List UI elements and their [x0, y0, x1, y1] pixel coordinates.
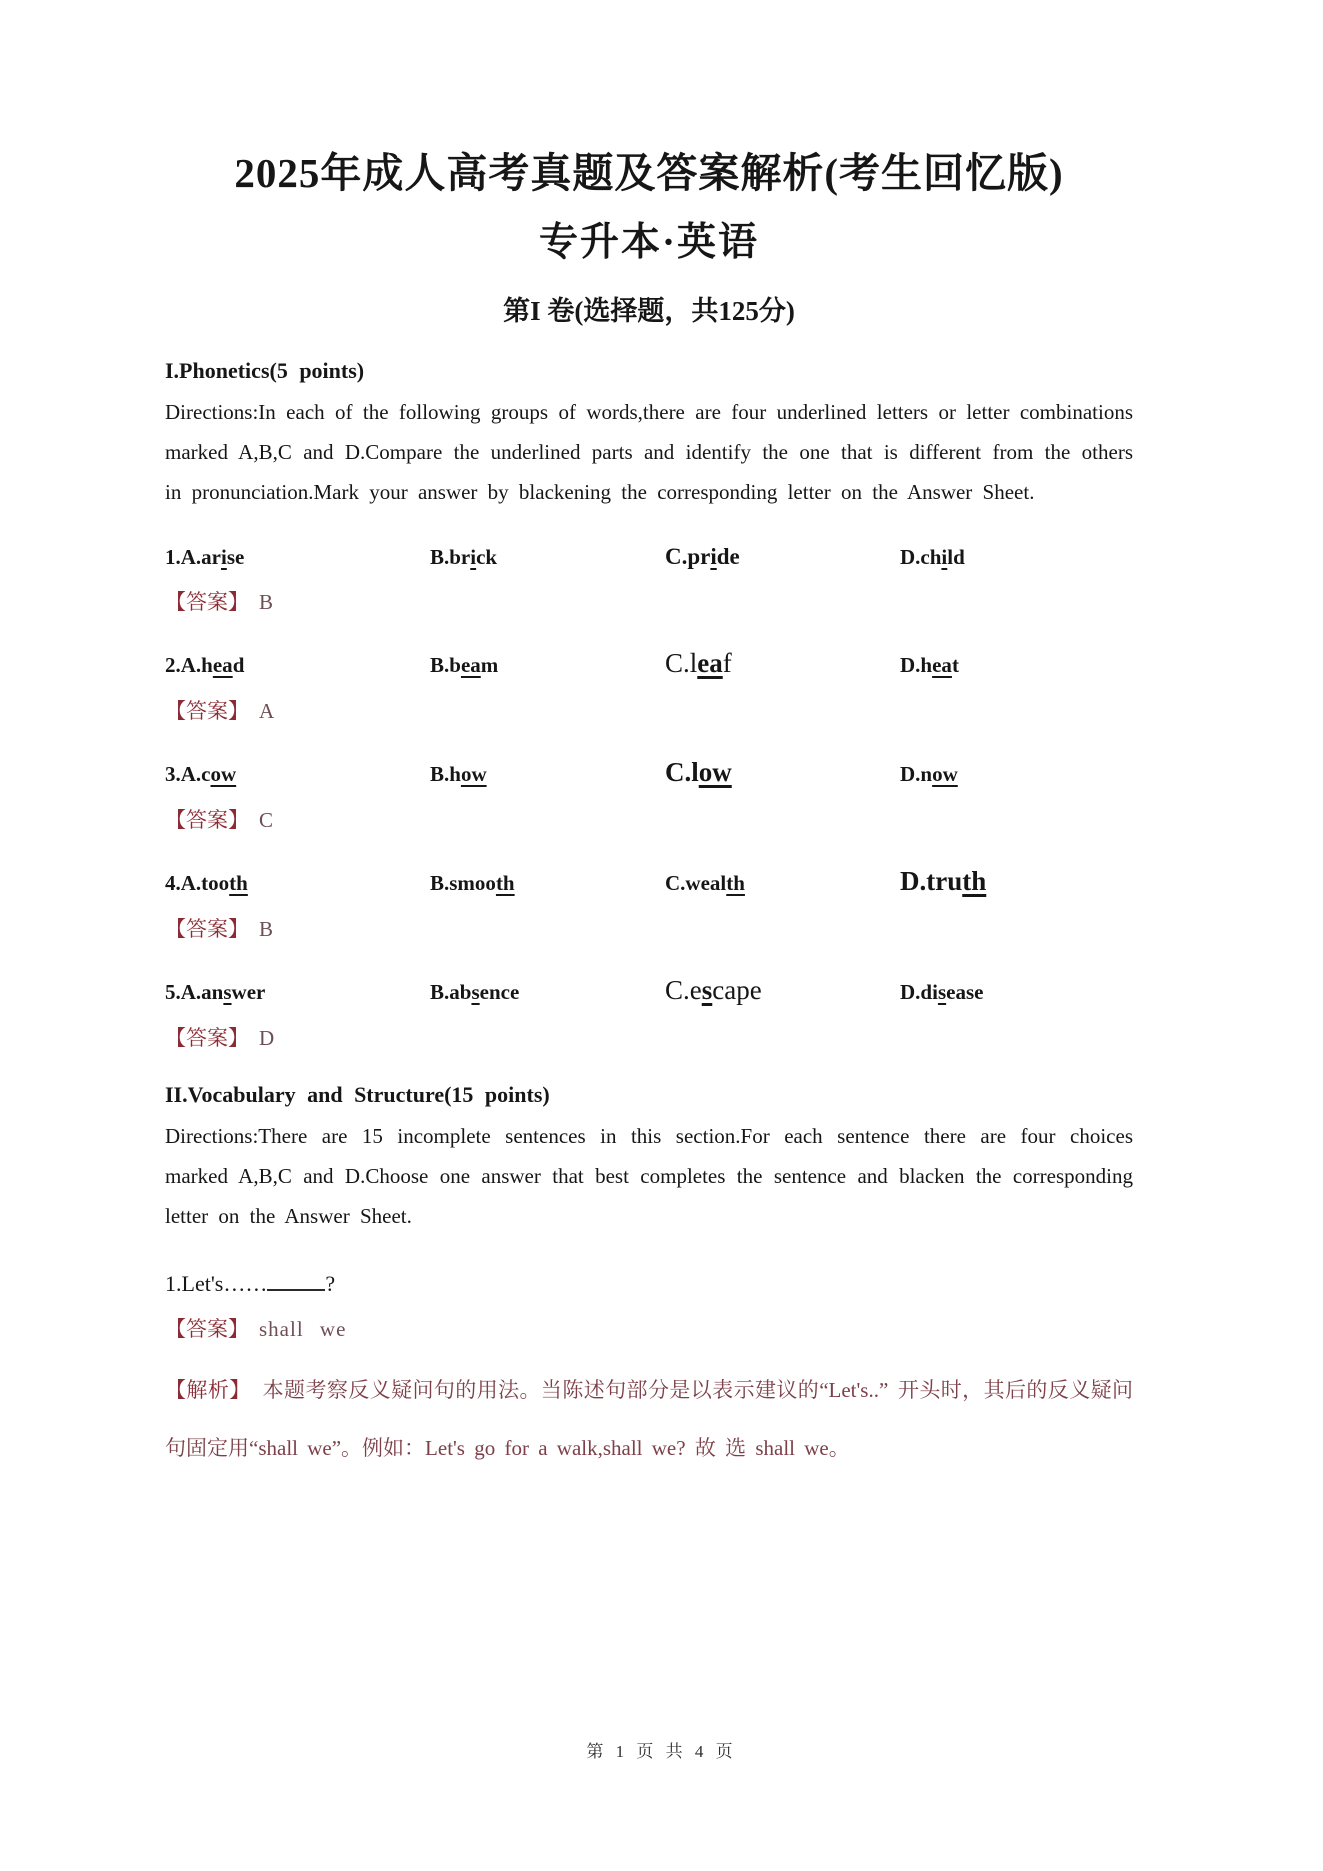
option-post: ck [476, 545, 498, 569]
option-underlined: i [941, 545, 948, 569]
page-footer: 第 1 页 共 4 页 [586, 1742, 737, 1761]
option-post: cape [712, 975, 762, 1005]
option-pre: B.b [430, 653, 461, 677]
answer-label: 【答案】 [165, 1317, 249, 1342]
option-post: ease [946, 980, 984, 1004]
option-pre: 3.A.c [165, 762, 211, 786]
option-underlined: s [937, 980, 947, 1004]
page-subtitle: 专升本·英语 [538, 221, 759, 264]
option-post: de [716, 544, 740, 569]
answer-value: B [259, 917, 275, 941]
option-post: m [480, 653, 499, 677]
answer-label: 【答案】 [165, 808, 249, 832]
option-pre: C.weal [665, 871, 727, 895]
answer-value: A [259, 699, 276, 723]
option-c [665, 544, 900, 570]
option-d [900, 545, 1133, 570]
page-content [165, 0, 1133, 1477]
phonetics-question-1 [165, 544, 1133, 616]
option-underlined: i [710, 544, 717, 569]
option-underlined: ea [697, 648, 723, 678]
option-underlined: ow [698, 757, 732, 787]
answer-blank [267, 1266, 325, 1291]
answer-row [165, 804, 1133, 834]
answer-value: shall we [259, 1317, 347, 1342]
option-underlined: th [495, 871, 515, 895]
option-b [430, 545, 665, 570]
option-d [900, 762, 1133, 787]
option-b [430, 871, 665, 896]
answer-label: 【答案】 [165, 1026, 249, 1050]
options-row [165, 648, 1133, 679]
option-post: t [951, 653, 959, 677]
answer-value: C [259, 808, 275, 832]
phonetics-question-5 [165, 975, 1133, 1052]
option-pre: D.h [900, 653, 933, 677]
option-underlined: ow [210, 762, 237, 786]
option-b [430, 980, 665, 1005]
option-pre: B.smoo [430, 871, 496, 895]
option-b [430, 762, 665, 787]
option-a [165, 980, 430, 1005]
option-a [165, 871, 430, 896]
answer-value: B [259, 590, 275, 614]
option-pre: C.l [665, 757, 699, 787]
option-underlined: ea [932, 653, 952, 677]
option-d [900, 653, 1133, 678]
part-header: 第I 卷(选择题，共125分) [503, 296, 795, 326]
option-a [165, 653, 430, 678]
answer-row [165, 913, 1133, 943]
option-underlined: th [962, 866, 987, 896]
answer-label: 【答案】 [165, 699, 249, 723]
options-row [165, 866, 1133, 897]
option-c [665, 871, 900, 896]
option-d [900, 866, 1133, 897]
option-underlined: ea [212, 653, 233, 677]
option-underlined: s [223, 980, 232, 1004]
option-underlined: ea [460, 653, 481, 677]
option-post: f [722, 648, 732, 678]
option-post: ld [947, 545, 965, 569]
question-text-pre: 1.Let's…… [165, 1271, 268, 1297]
option-b [430, 653, 665, 678]
analysis-paragraph [165, 1361, 1133, 1477]
option-pre: C.pr [665, 544, 711, 569]
page-title: 2025年成人高考真题及答案解析(考生回忆版) [234, 150, 1064, 196]
options-row [165, 757, 1133, 788]
answer-row [165, 695, 1133, 725]
option-pre: 2.A.h [165, 653, 213, 677]
answer-label: 【答案】 [165, 917, 249, 941]
answer-label: 【答案】 [165, 590, 249, 614]
option-pre: B.ab [430, 980, 472, 1004]
option-pre: D.tru [900, 866, 963, 896]
vocabulary-question-1 [165, 1266, 1133, 1297]
option-post: se [226, 545, 245, 569]
option-d [900, 980, 1133, 1005]
option-underlined: ow [460, 762, 487, 786]
analysis-text: 本题考察反义疑问句的用法。当陈述句部分是以表示建议的“Let's..” 开头时，其后的反义疑问句固定用“shall we”。例如：Let's go for a walk,shall we? 故 选 shall we。 [165, 1378, 1134, 1461]
options-row [165, 544, 1133, 570]
option-c [665, 648, 900, 679]
option-a [165, 545, 430, 570]
option-underlined: s [701, 975, 713, 1005]
option-post: wer [231, 980, 266, 1004]
answer-row [165, 1022, 1133, 1052]
option-pre: 1.A.ar [165, 545, 221, 569]
option-underlined: th [726, 871, 745, 895]
option-pre: C.l [665, 648, 698, 678]
section-heading-vocabulary: II.Vocabulary and Structure(15 points) [165, 1082, 550, 1107]
phonetics-question-4 [165, 866, 1133, 943]
option-underlined: th [229, 871, 248, 895]
section-heading-phonetics: I.Phonetics(5 points) [165, 358, 365, 383]
analysis-label: 【解析】 [165, 1378, 251, 1403]
option-a [165, 762, 430, 787]
option-pre: B.h [430, 762, 461, 786]
option-post: ence [479, 980, 520, 1004]
answer-value: D [259, 1026, 276, 1050]
option-pre: C.e [665, 975, 702, 1005]
option-pre: B.br [430, 545, 471, 569]
option-underlined: i [470, 545, 477, 569]
question-text-post: ? [325, 1271, 336, 1297]
directions-phonetics: Directions:In each of the following groups of words,there are four underlined letters or letter combinations marked A,B,C and D.Compare the underlined parts and identify the one that is different from the others in pronunciation.Mark your answer by blackening the corresponding letter on the Answer Sheet. [165, 400, 1133, 504]
option-post: d [232, 653, 245, 677]
option-underlined: i [221, 545, 227, 569]
option-c [665, 975, 900, 1006]
answer-row [165, 1313, 1133, 1343]
phonetics-question-2 [165, 648, 1133, 725]
option-underlined: ow [932, 762, 958, 786]
option-pre: 5.A.an [165, 980, 224, 1004]
option-pre: D.di [900, 980, 938, 1004]
option-c [665, 757, 900, 788]
option-pre: D.ch [900, 545, 942, 569]
answer-row [165, 586, 1133, 616]
option-pre: 4.A.too [165, 871, 230, 895]
phonetics-question-3 [165, 757, 1133, 834]
options-row [165, 975, 1133, 1006]
option-pre: D.n [900, 762, 933, 786]
directions-vocabulary: Directions:There are 15 incomplete sentences in this section.For each sentence there are four choices marked A,B,C and D.Choose one answer that best completes the sentence and blacken the corresponding letter on the Answer Sheet. [165, 1124, 1133, 1228]
option-underlined: s [471, 980, 480, 1004]
